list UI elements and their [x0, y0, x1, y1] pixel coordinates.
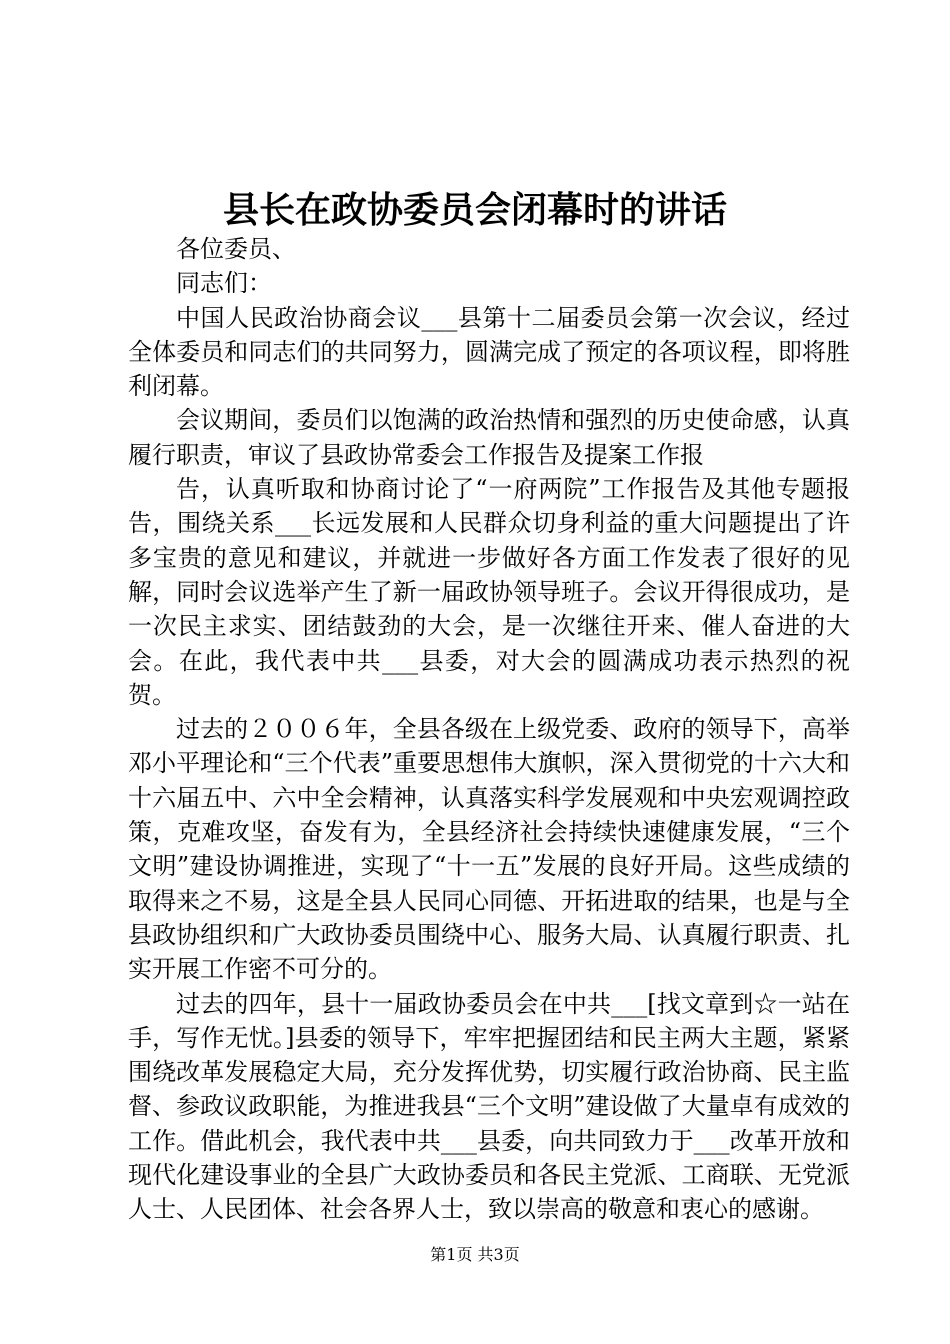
- paragraph: 过去的２００６年，全县各级在上级党委、政府的领导下，高举邓小平理论和“三个代表”重要思想伟大旗帜，深入贯彻党的十六大和十六届五中、六中全会精神，认真落实科学发展观和中央宏观调控政策，克难攻坚，奋发有为，全县经济社会持续快速健康发展，“三个文明”建设协调推进，实现了“十一五”发展的良好开局。这些成绩的取得来之不易，这是全县人民同心同德、开拓进取的结果，也是与全县政协组织和广大政协委员围绕中心、服务大局、认真履行职责、扎实开展工作密不可分的。: [128, 715, 850, 984]
- paragraph: 告，认真听取和协商讨论了“一府两院”工作报告及其他专题报告，围绕关系___长远发展和人民群众切身利益的重大问题提出了许多宝贵的意见和建议，并就进一步做好各方面工作发表了很好的见解，同时会议选举产生了新一届政协领导班子。会议开得很成功，是一次民主求实、团结鼓劲的大会，是一次继往开来、催人奋进的大会。在此，我代表中共___县委，对大会的圆满成功表示热烈的祝贺。: [128, 475, 850, 709]
- paragraph: 过去的四年，县十一届政协委员会在中共___[找文章到☆一站在手，写作无忧。]县委的领导下，牢牢把握团结和民主两大主题，紧紧围绕改革发展稳定大局，充分发挥优势，切实履行政治协商、民主监督、参政议政职能，为推进我县“三个文明”建设做了大量卓有成效的工作。借此机会，我代表中共___县委，向共同致力于___改革开放和现代化建设事业的全县广大政协委员和各民主党派、工商联、无党派人士、人民团体、社会各界人士，致以崇高的敬意和衷心的感谢。: [128, 989, 850, 1224]
- document-body: [128, 232, 850, 1227]
- salutation-line: 各位委员、: [176, 235, 296, 263]
- page-number-footer: 第1页 共3页: [430, 1245, 520, 1264]
- document-title: 县长在政协委员会闭幕时的讲话: [222, 189, 727, 231]
- paragraph: 会议期间，委员们以饱满的政治热情和强烈的历史使命感，认真履行职责，审议了县政协常委会工作报告及提案工作报: [128, 406, 850, 469]
- salutation-line: 同志们：: [176, 269, 272, 298]
- paragraph: 中国人民政治协商会议___县第十二届委员会第一次会议，经过全体委员和同志们的共同努力，圆满完成了预定的各项议程，即将胜利闭幕。: [128, 303, 850, 401]
